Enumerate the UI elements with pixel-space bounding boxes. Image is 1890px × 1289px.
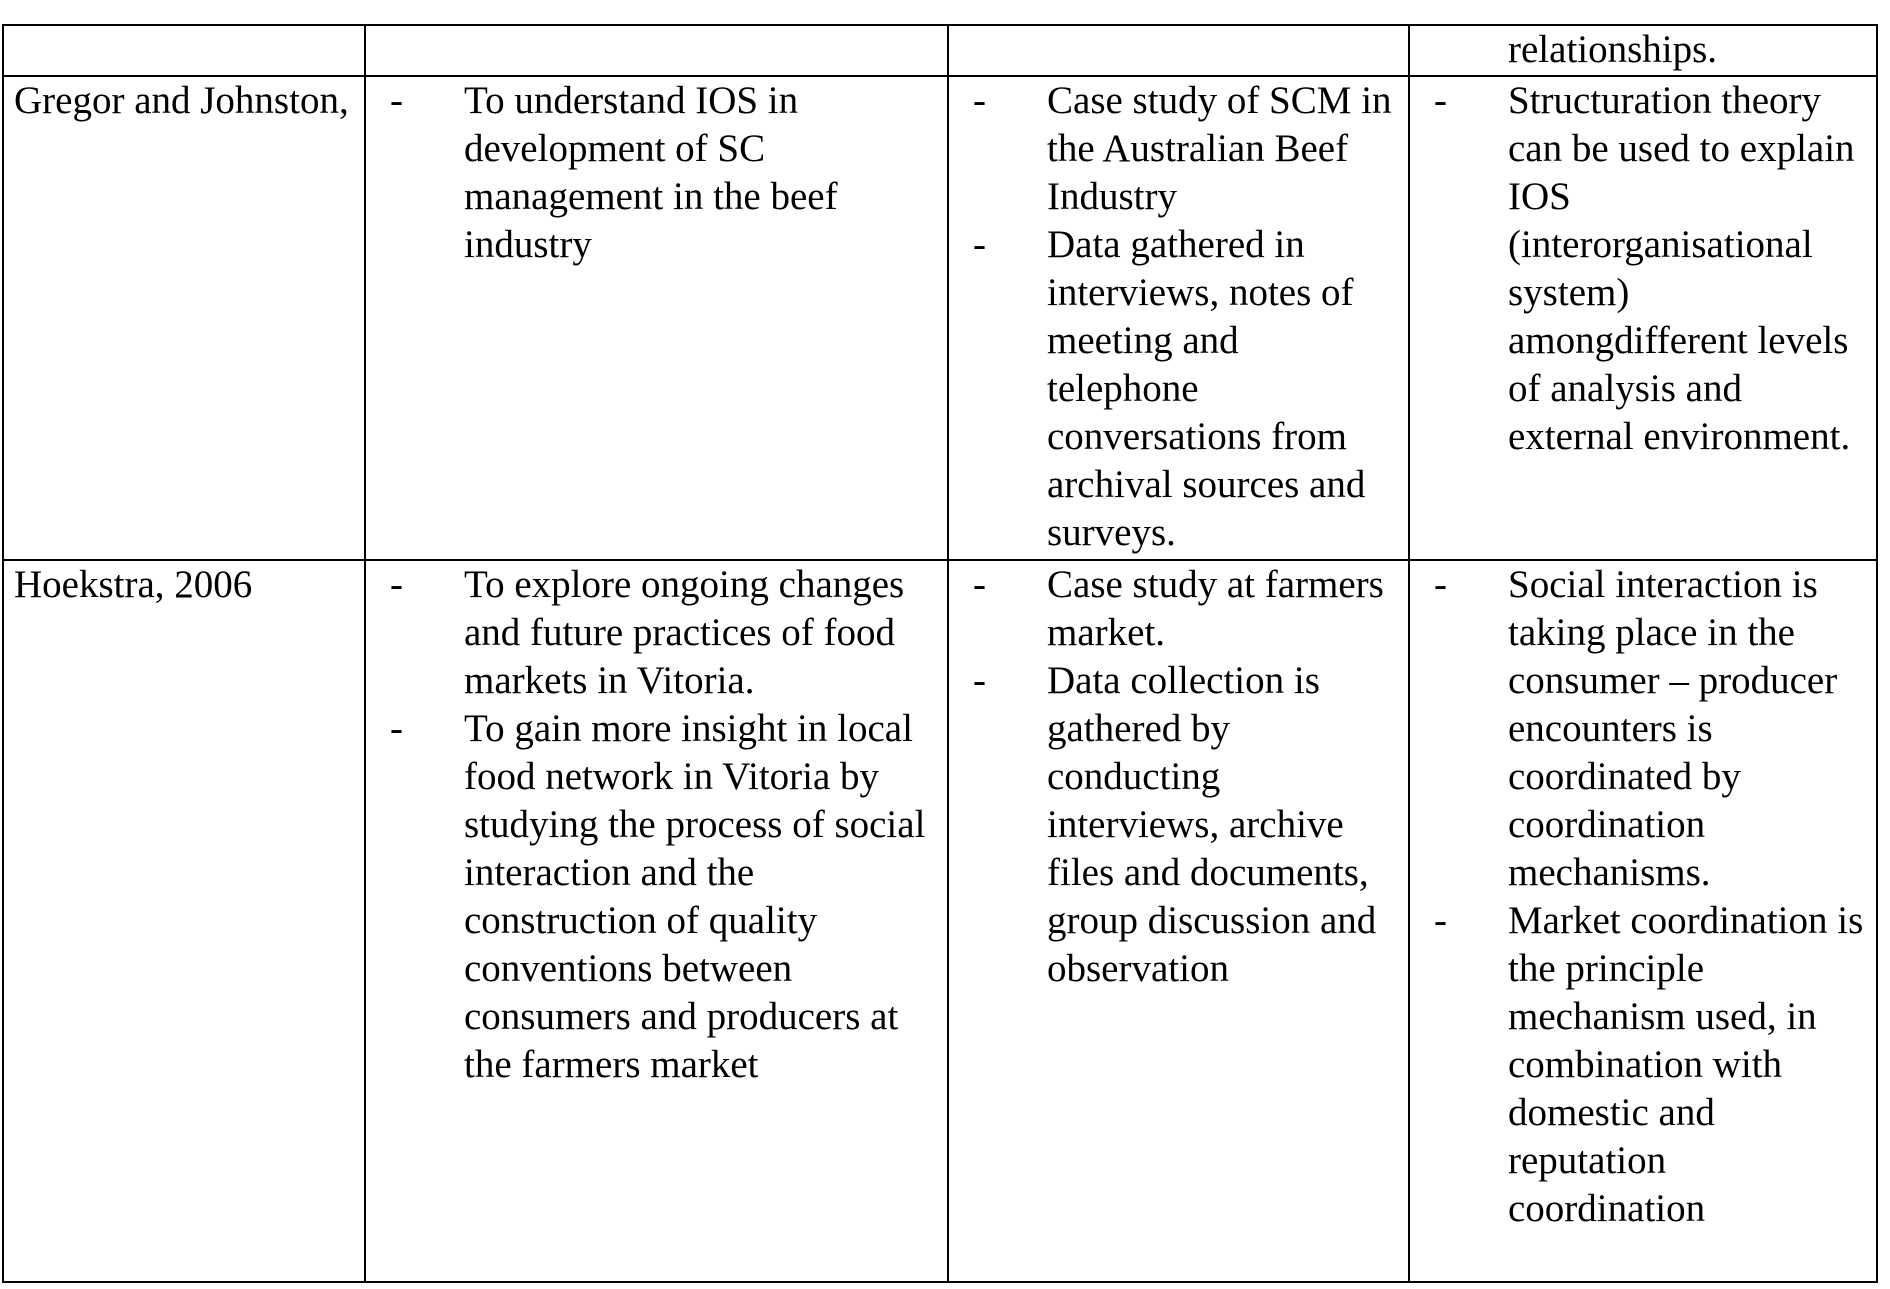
- list-item: [376, 77, 937, 269]
- list-item: [1420, 77, 1866, 461]
- findings-list: [1420, 77, 1866, 461]
- objectives-cell: [365, 25, 948, 76]
- dash-bullet: -: [1434, 563, 1447, 606]
- list-item-text: Case study of SCM in the Australian Beef Industry: [1047, 79, 1392, 218]
- methods-list: [959, 561, 1398, 993]
- dash-bullet: -: [390, 79, 403, 122]
- list-item: [1420, 561, 1866, 897]
- findings-continuation: relationships.: [1508, 28, 1718, 71]
- dash-bullet: -: [973, 223, 986, 266]
- author-cell: [3, 560, 365, 1282]
- objectives-list: [376, 77, 937, 269]
- methods-cell: [948, 560, 1409, 1282]
- objectives-cell: [365, 560, 948, 1282]
- objectives-list: [376, 561, 937, 1089]
- author-text: Hoekstra, 2006: [14, 563, 253, 606]
- list-item: [376, 561, 937, 705]
- list-item: [959, 657, 1398, 993]
- dash-bullet: -: [973, 659, 986, 702]
- author-cell: [3, 76, 365, 560]
- methods-cell: [948, 76, 1409, 560]
- objectives-cell: [365, 76, 948, 560]
- list-item: [959, 221, 1398, 557]
- dash-bullet: -: [1434, 79, 1447, 122]
- findings-cell: [1409, 25, 1877, 76]
- list-item-text: Social interaction is taking place in the consumer – producer encounters is coordinated by coordination mechanisms.: [1508, 563, 1838, 894]
- list-item-text: Data gathered in interviews, notes of meeting and telephone conversations from archival sources and surveys.: [1047, 223, 1366, 554]
- dash-bullet: -: [973, 79, 986, 122]
- author-cell: [3, 25, 365, 76]
- literature-table: [2, 24, 1878, 1283]
- dash-bullet: -: [390, 707, 403, 750]
- list-item-text: Structuration theory can be used to explain IOS (interorganisational system) amongdifferent levels of analysis and external environment.: [1508, 79, 1855, 458]
- list-item-text: Data collection is gathered by conducting interviews, archive files and documents, group discussion and observation: [1047, 659, 1377, 990]
- dash-bullet: -: [973, 563, 986, 606]
- list-item-text: To explore ongoing changes and future practices of food markets in Vitoria.: [464, 563, 905, 702]
- table-row: [3, 560, 1877, 1282]
- methods-cell: [948, 25, 1409, 76]
- findings-list: [1420, 561, 1866, 1233]
- table-row: [3, 25, 1877, 76]
- findings-cell: [1409, 560, 1877, 1282]
- methods-list: [959, 77, 1398, 557]
- list-item-text: To gain more insight in local food network in Vitoria by studying the process of social interaction and the construction of quality conventions between consumers and producers at the farmers market: [464, 707, 926, 1086]
- list-item: [376, 705, 937, 1089]
- table-row: [3, 76, 1877, 560]
- list-item: [959, 77, 1398, 221]
- list-item-text: Market coordination is the principle mechanism used, in combination with domestic and reputation coordination: [1508, 899, 1864, 1230]
- findings-cell: [1409, 76, 1877, 560]
- list-item-text: Case study at farmers market.: [1047, 563, 1384, 654]
- author-text: Gregor and Johnston,: [14, 79, 349, 122]
- dash-bullet: -: [1434, 899, 1447, 942]
- list-item-text: To understand IOS in development of SC management in the beef industry: [464, 79, 838, 266]
- list-item: [959, 561, 1398, 657]
- dash-bullet: -: [390, 563, 403, 606]
- list-item: [1420, 897, 1866, 1233]
